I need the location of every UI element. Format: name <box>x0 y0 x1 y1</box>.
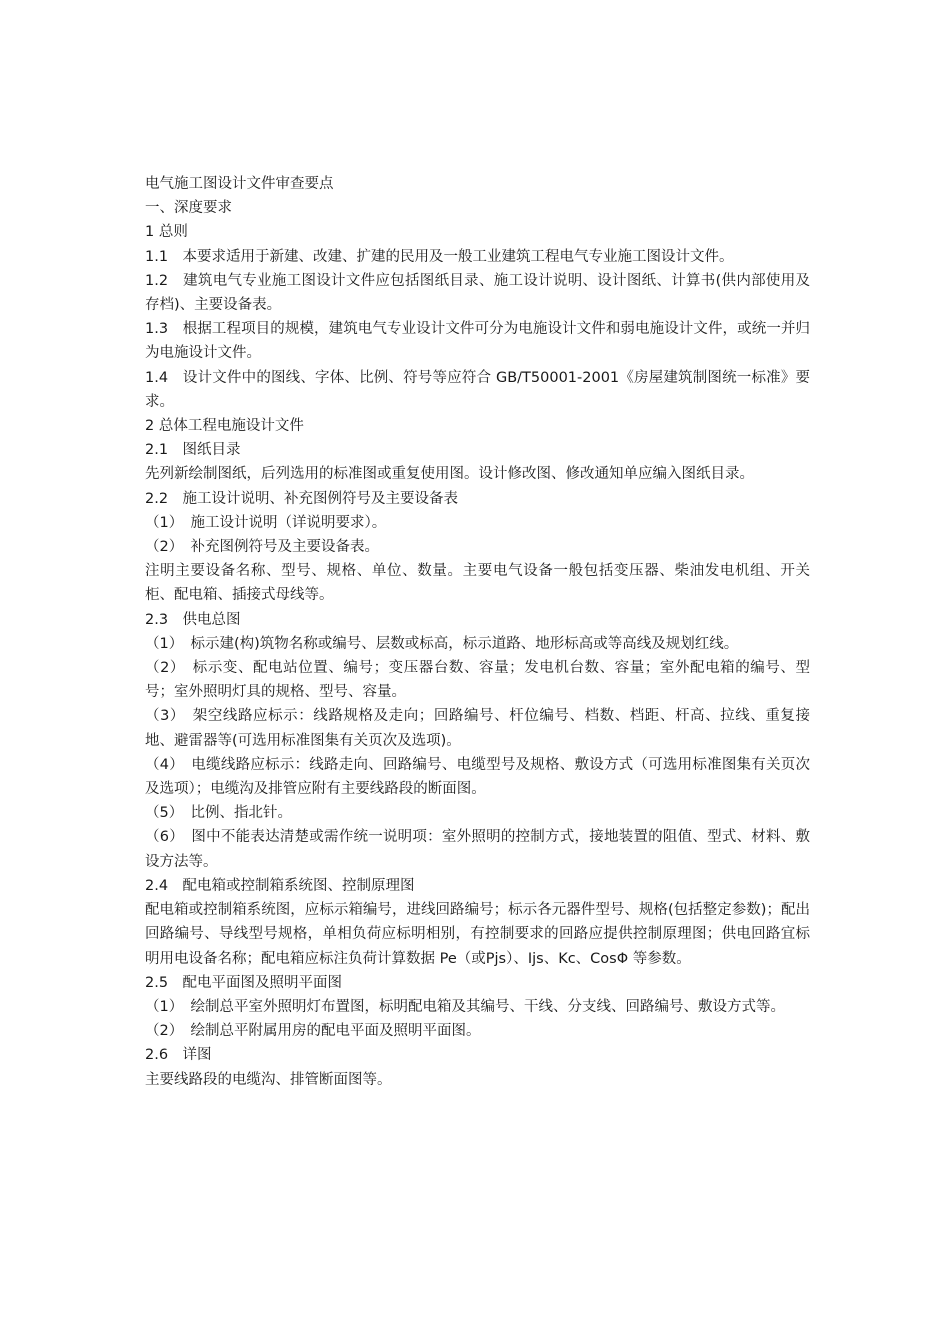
paragraph: 1.1 本要求适用于新建、改建、扩建的民用及一般工业建筑工程电气专业施工图设计文件。 <box>145 248 734 265</box>
list-item: （1） 施工设计说明（详说明要求）。 <box>145 514 387 531</box>
item-heading: 2.2 施工设计说明、补充图例符号及主要设备表 <box>145 490 459 507</box>
paragraph: 1.4 设计文件中的图线、字体、比例、符号等应符合 GB/T50001-2001《房屋建筑制图统一标准》要求。 <box>145 369 810 410</box>
paragraph: 注明主要设备名称、型号、规格、单位、数量。主要电气设备一般包括变压器、柴油发电机组、开关柜、配电箱、插接式母线等。 <box>145 563 810 604</box>
list-item: （1） 绘制总平室外照明灯布置图，标明配电箱及其编号、干线、分支线、回路编号、敷设方式等。 <box>145 998 785 1015</box>
paragraph: 1.3 根据工程项目的规模，建筑电气专业设计文件可分为电施设计文件和弱电施设计文件，或统一并归为电施设计文件。 <box>145 321 810 362</box>
item-heading: 2.5 配电平面图及照明平面图 <box>145 974 343 991</box>
item-heading: 2.6 详图 <box>145 1047 212 1064</box>
list-item: （2） 补充图例符号及主要设备表。 <box>145 539 379 556</box>
list-item: （3） 架空线路应标示：线路规格及走向；回路编号、杆位编号、档数、档距、杆高、拉线、重复接地、避雷器等(可选用标准图集有关页次及选项)。 <box>145 708 810 749</box>
paragraph: 配电箱或控制箱系统图，应标示箱编号，进线回路编号；标示各元器件型号、规格(包括整定参数)；配出回路编号、导线型号规格，单相负荷应标明相别，有控制要求的回路应提供控制原理图；供电回路宜标明用电设备名称；配电箱应标注负荷计算数据 Pe（或Pjs）、Ijs、Kc、CosΦ 等参数。 <box>145 902 810 967</box>
document-page <box>145 172 810 1092</box>
item-heading: 2.4 配电箱或控制箱系统图、控制原理图 <box>145 877 415 894</box>
list-item: （4） 电缆线路应标示：线路走向、回路编号、电缆型号及规格、敷设方式（可选用标准图集有关页次及选项）；电缆沟及排管应附有主要线路段的断面图。 <box>145 756 810 798</box>
subsection-heading: 1 总则 <box>145 224 188 241</box>
list-item: （6） 图中不能表达清楚或需作统一说明项：室外照明的控制方式，接地装置的阻值、型式、材料、敷设方法等。 <box>145 829 810 870</box>
list-item: （2） 标示变、配电站位置、编号；变压器台数、容量；发电机台数、容量；室外配电箱的编号、型号；室外照明灯具的规格、型号、容量。 <box>145 660 810 701</box>
list-item: （2） 绘制总平附属用房的配电平面及照明平面图。 <box>145 1023 481 1040</box>
paragraph: 先列新绘制图纸，后列选用的标准图或重复使用图。设计修改图、修改通知单应编入图纸目录。 <box>145 466 754 483</box>
paragraph: 主要线路段的电缆沟、排管断面图等。 <box>145 1071 392 1088</box>
section-heading: 一、深度要求 <box>145 200 232 217</box>
list-item: （5） 比例、指北针。 <box>145 805 292 822</box>
item-heading: 2.1 图纸目录 <box>145 442 241 459</box>
document-title: 电气施工图设计文件审查要点 <box>145 176 334 192</box>
subsection-heading: 2 总体工程电施设计文件 <box>145 418 304 435</box>
item-heading: 2.3 供电总图 <box>145 611 241 628</box>
paragraph: 1.2 建筑电气专业施工图设计文件应包括图纸目录、施工设计说明、设计图纸、计算书(供内部使用及存档)、主要设备表。 <box>145 272 810 314</box>
list-item: （1） 标示建(构)筑物名称或编号、层数或标高，标示道路、地形标高或等高线及规划红线。 <box>145 635 739 652</box>
